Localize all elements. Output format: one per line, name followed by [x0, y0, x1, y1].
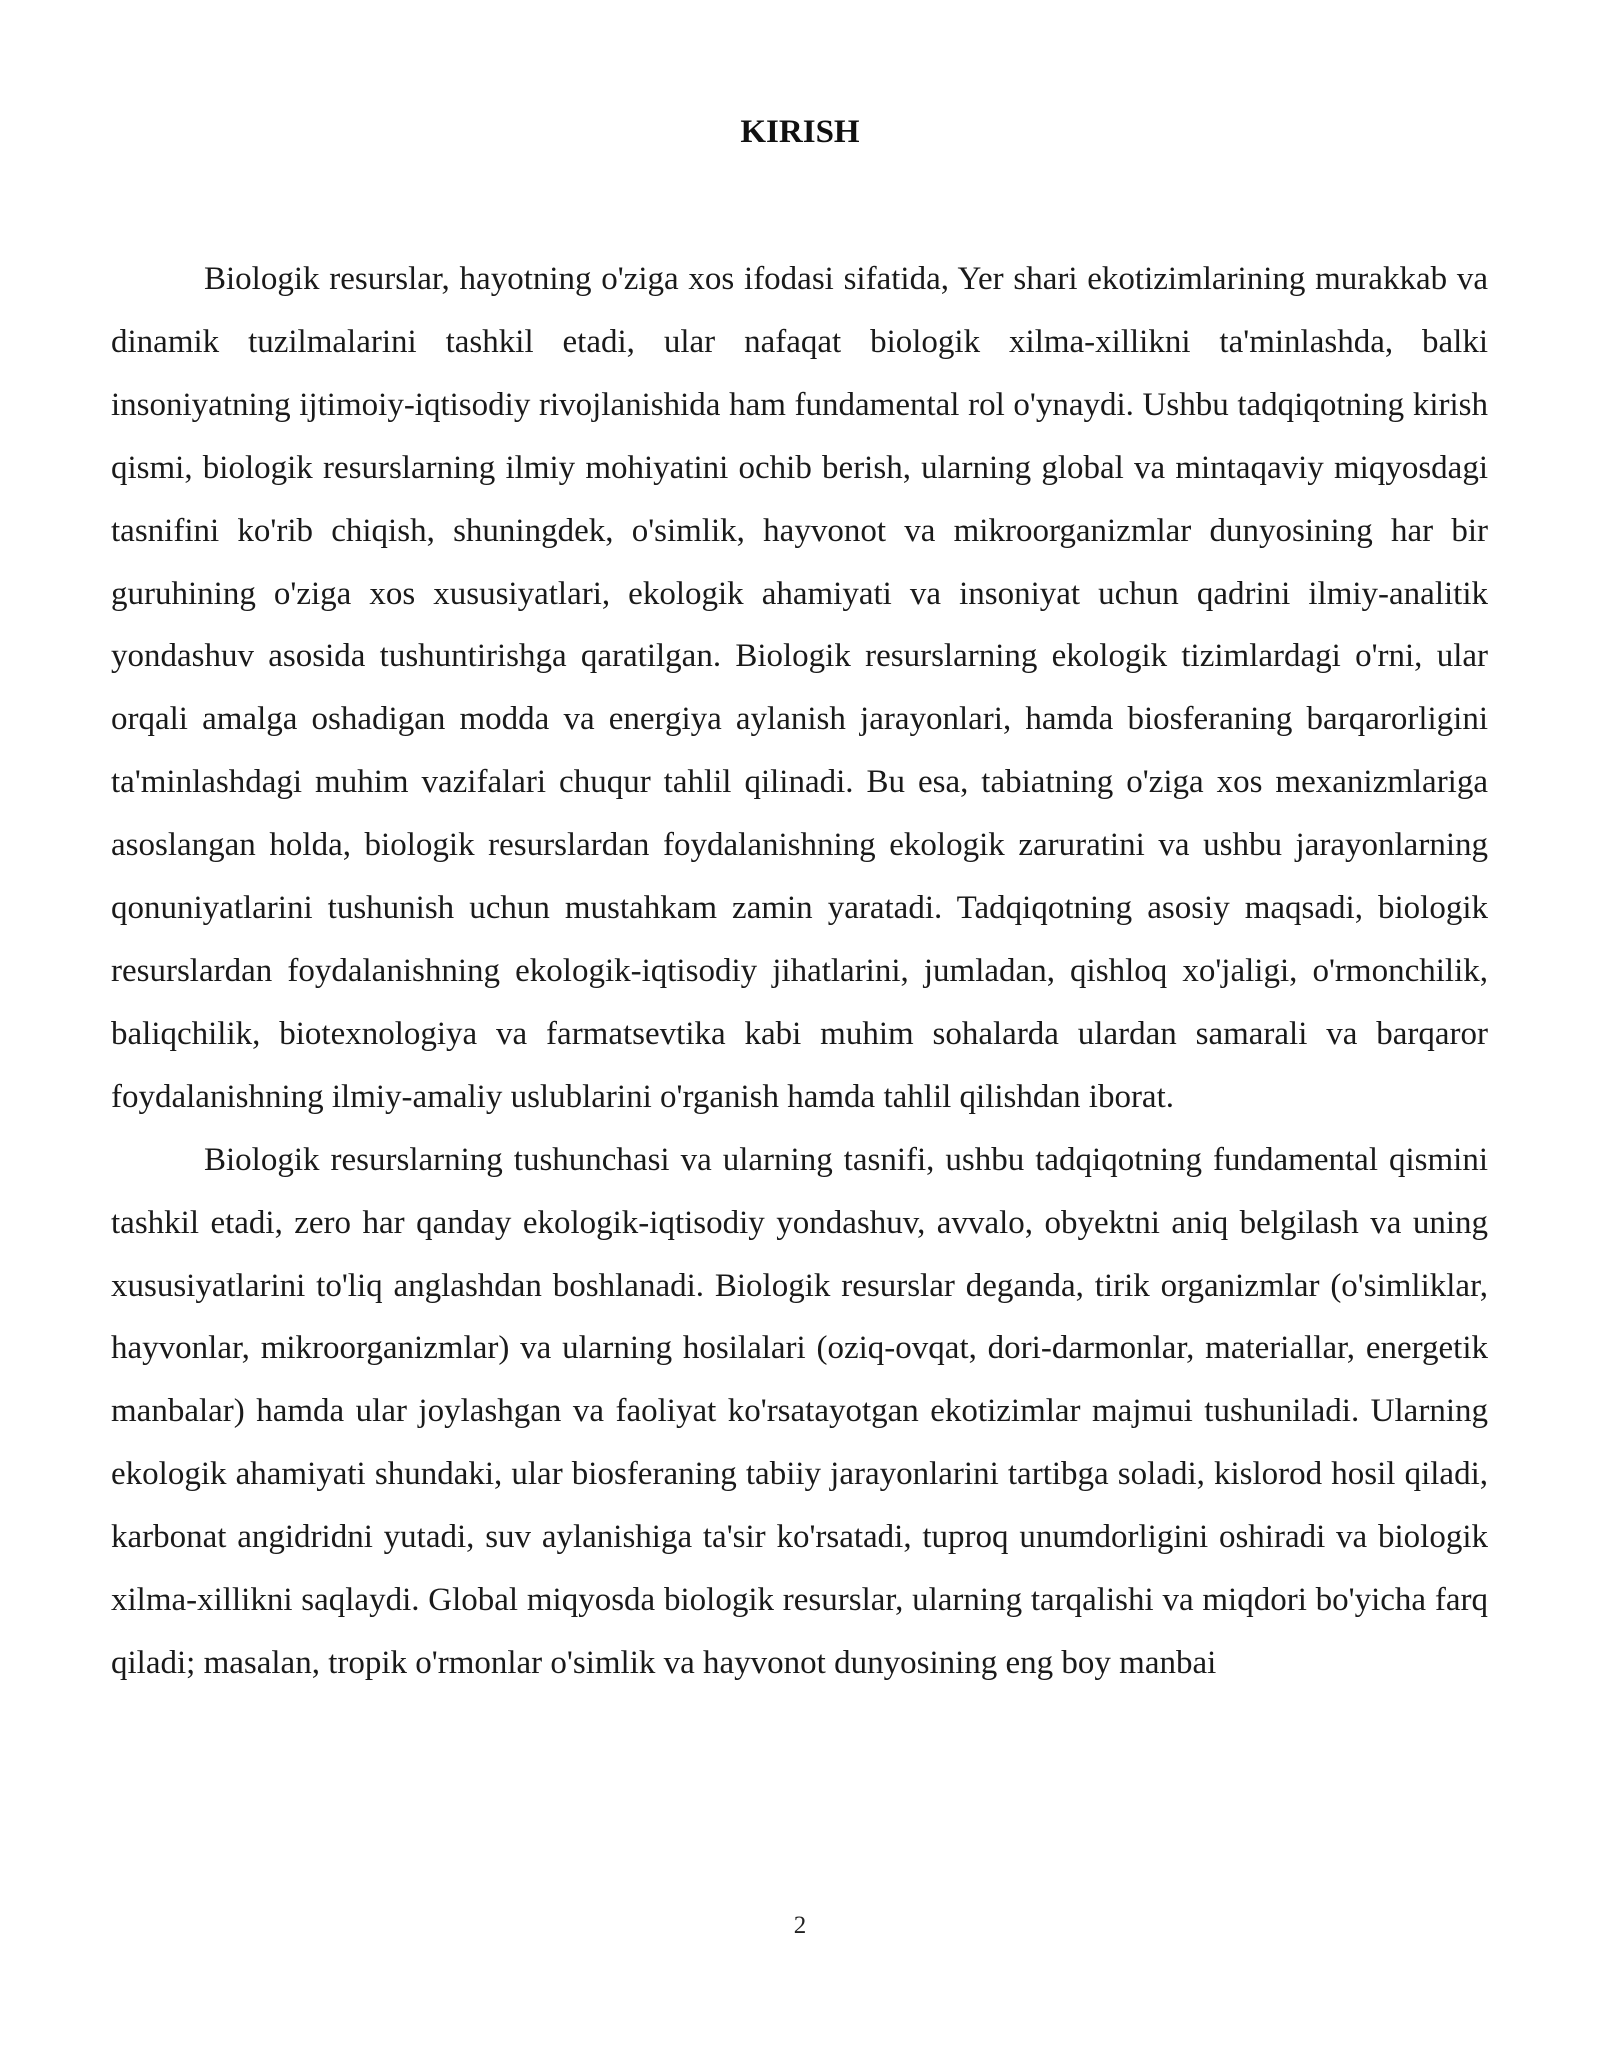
paragraph-2: Biologik resurslarning tushunchasi va ularning tasnifi, ushbu tadqiqotning fundamental qismini tashkil etadi, zero har qanday ekologik-iqtisodiy yondashuv, avvalo, obyektni aniq belgilash va uning xususiyatlarini to'liq anglashdan boshlanadi. Biologik resurslar deganda, tirik organizmlar (o'simliklar, hayvonlar, mikroorganizmlar) va ularning hosilalari (oziq-ovqat, dori-darmonlar, materiallar, energetik manbalar) hamda ular joylashgan va faoliyat ko'rsatayotgan ekotizimlar majmui tushuniladi. Ularning ekologik ahamiyati shundaki, ular biosferaning tabiiy jarayonlarini tartibga soladi, kislorod hosil qiladi, karbonat angidridni yutadi, suv aylanishiga ta'sir ko'rsatadi, tuproq unumdorligini oshiradi va biologik xilma-xillikni saqlaydi. Global miqyosda biologik resurslar, ularning tarqalishi va miqdori bo'yicha farq qiladi; masalan, tropik o'rmonlar o'simlik va hayvonot dunyosining eng boy manbai: [111, 1141, 1488, 1681]
document-body: [111, 248, 1488, 1695]
page-title: KIRISH: [740, 114, 860, 150]
paragraph-1: Biologik resurslar, hayotning o'ziga xos ifodasi sifatida, Yer shari ekotizimlarining murakkab va dinamik tuzilmalarini tashkil etadi, ular nafaqat biologik xilma-xillikni ta'minlashda, balki insoniyatning ijtimoiy-iqtisodiy rivojlanishida ham fundamental rol o'ynaydi. Ushbu tadqiqotning kirish qismi, biologik resurslarning ilmiy mohiyatini ochib berish, ularning global va mintaqaviy miqyosdagi tasnifini ko'rib chiqish, shuningdek, o'simlik, hayvonot va mikroorganizmlar dunyosining har bir guruhining o'ziga xos xususiyatlari, ekologik ahamiyati va insoniyat uchun qadrini ilmiy-analitik yondashuv asosida tushuntirishga qaratilgan. Biologik resurslarning ekologik tizimlardagi o'rni, ular orqali amalga oshadigan modda va energiya aylanish jarayonlari, hamda biosferaning barqarorligini ta'minlashdagi muhim vazifalari chuqur tahlil qilinadi. Bu esa, tabiatning o'ziga xos mexanizmlariga asoslangan holda, biologik resurslardan foydalanishning ekologik zaruratini va ushbu jarayonlarning qonuniyatlarini tushunish uchun mustahkam zamin yaratadi. Tadqiqotning asosiy maqsadi, biologik resurslardan foydalanishning ekologik-iqtisodiy jihatlarini, jumladan, qishloq xo'jaligi, o'rmonchilik, baliqchilik, biotexnologiya va farmatsevtika kabi muhim sohalarda ulardan samarali va barqaror foydalanishning ilmiy-amaliy uslublarini o'rganish hamda tahlil qilishdan iborat.: [111, 261, 1488, 1115]
page-number: 2: [793, 1912, 807, 1939]
